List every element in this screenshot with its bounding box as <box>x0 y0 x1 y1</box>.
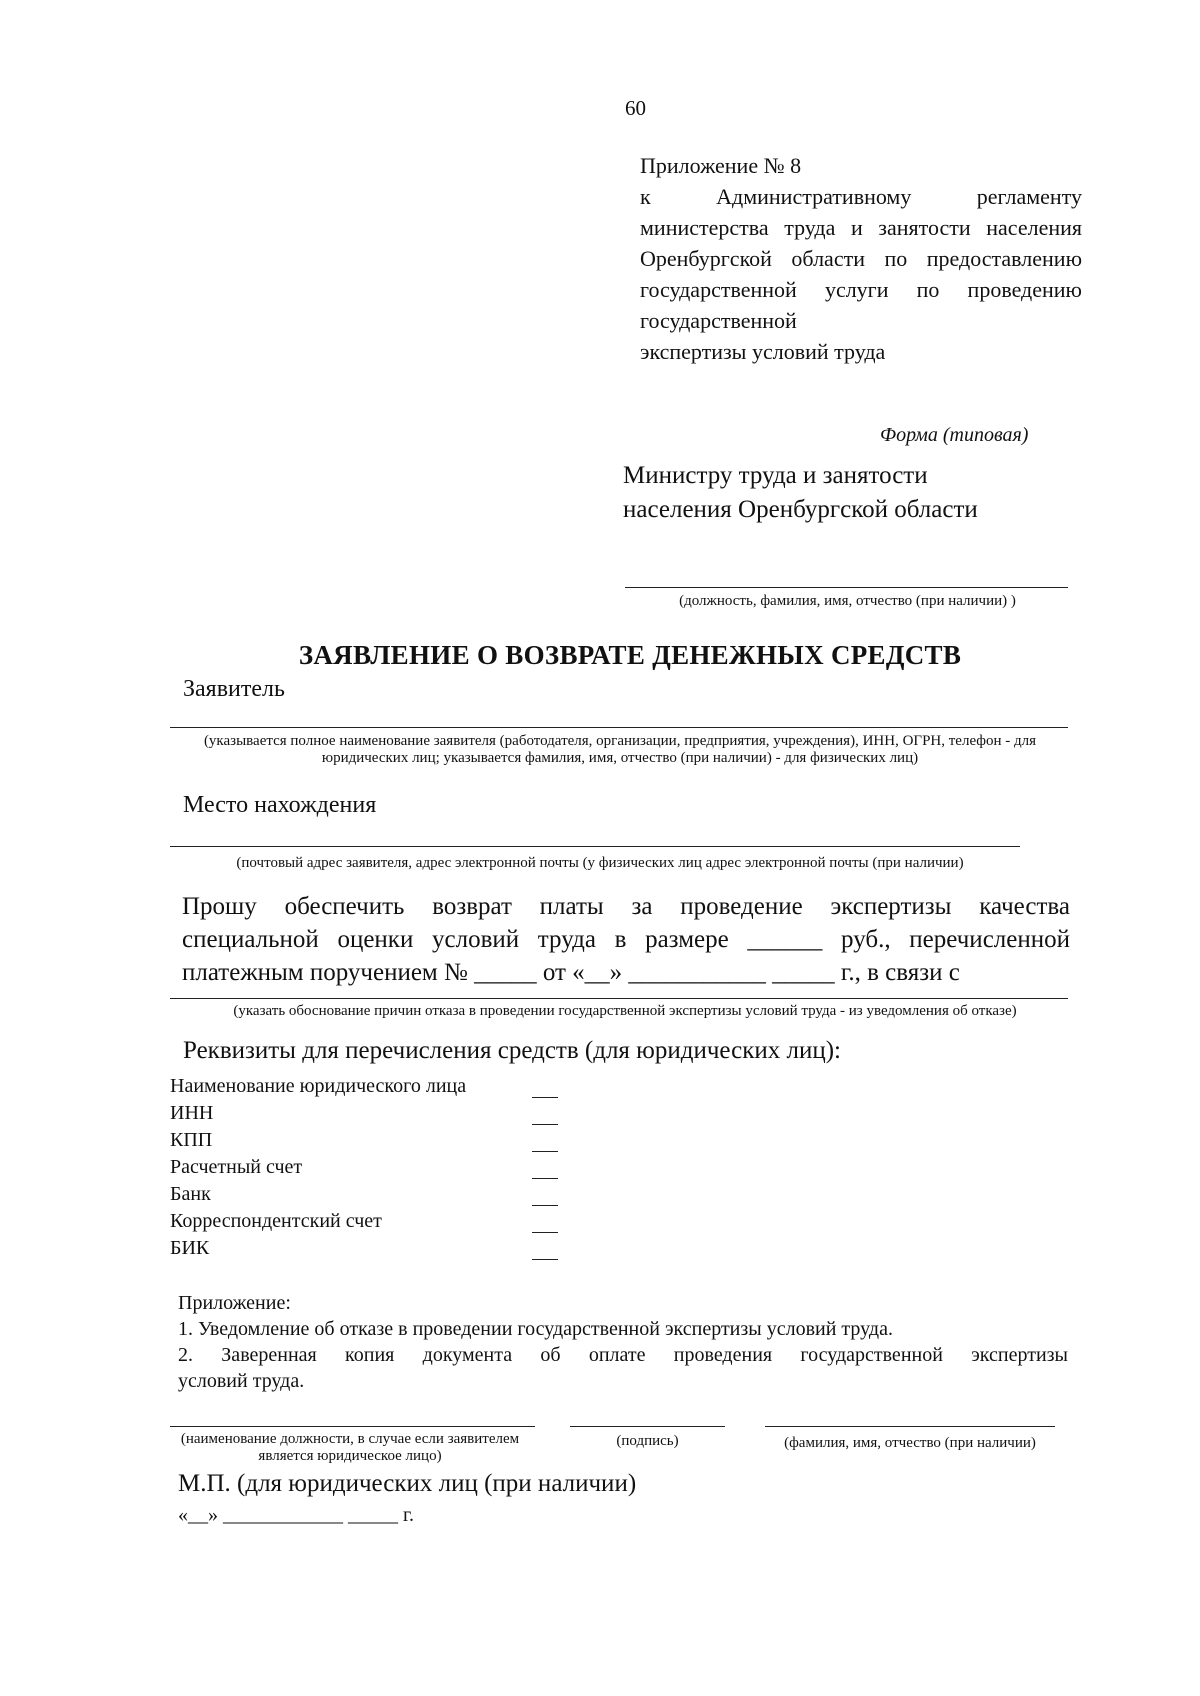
recipient-line-2: населения Оренбургской области <box>623 496 978 523</box>
requisites-list <box>170 1073 466 1262</box>
attachments <box>178 1290 1068 1394</box>
reason-caption: (указать обоснование причин отказа в проведении государственной экспертизы условий труда - из уведомления об отказе) <box>233 1003 1017 1019</box>
requisite-bik: БИК <box>170 1237 210 1259</box>
requisite-field-legal-name[interactable] <box>532 1097 558 1098</box>
request-line-2: специальной оценки условий труда в размере ______ руб., перечисленной <box>182 926 1070 953</box>
requisite-field-corr-account[interactable] <box>532 1232 558 1233</box>
recipient-line-1: Министру труда и занятости <box>623 462 928 489</box>
recipient <box>623 459 978 527</box>
date-line[interactable]: «__» ____________ _____ г. <box>178 1504 414 1526</box>
applicant-fill-line[interactable] <box>170 727 1068 728</box>
location-fill-line[interactable] <box>170 846 1020 847</box>
requisite-field-account[interactable] <box>532 1178 558 1179</box>
attachment-2: 2. Заверенная копия документа об оплате проведения государственной экспертизы <box>178 1344 1068 1366</box>
reason-fill-line[interactable] <box>170 998 1068 999</box>
attachments-heading: Приложение: <box>178 1292 291 1314</box>
location-caption: (почтовый адрес заявителя, адрес электронной почты (у физических лиц адрес электронной почты (при наличии) <box>236 855 964 871</box>
request-line-3: платежным поручением № _____ от «__» ___________ _____ г., в связи с <box>182 959 960 986</box>
location-label: Место нахождения <box>183 792 377 818</box>
requisite-kpp: КПП <box>170 1129 213 1151</box>
requisite-field-kpp[interactable] <box>532 1151 558 1152</box>
position-fill-line[interactable] <box>170 1426 535 1427</box>
signature-caption: (подпись) <box>616 1433 679 1449</box>
requisite-field-bank[interactable] <box>532 1205 558 1206</box>
annex-block <box>640 150 1082 367</box>
request-paragraph <box>182 890 1070 989</box>
requisite-legal-name: Наименование юридического лица <box>170 1075 467 1097</box>
annex-title: Приложение № 8 <box>640 153 802 178</box>
position-caption: (наименование должности, в случае если заявителем является юридическое лицо) <box>180 1431 520 1464</box>
requisite-field-bik[interactable] <box>532 1259 558 1260</box>
annex-body: к Административному регламенту министерства труда и занятости населения Оренбургской области по предоставлению государственной услуги по проведению государственной <box>640 184 1082 333</box>
annex-body-last: экспертизы условий труда <box>640 339 886 364</box>
name-fill-line[interactable] <box>765 1426 1055 1427</box>
recipient-fill-line[interactable] <box>625 587 1068 588</box>
requisite-field-inn[interactable] <box>532 1124 558 1125</box>
stamp-note: М.П. (для юридических лиц (при наличии) <box>178 1470 637 1497</box>
page-number: 60 <box>625 96 646 120</box>
name-caption: (фамилия, имя, отчество (при наличии) <box>784 1435 1036 1451</box>
form-type: Форма (типовая) <box>880 424 1029 446</box>
signature-fill-line[interactable] <box>570 1426 725 1427</box>
recipient-caption: (должность, фамилия, имя, отчество (при наличии) ) <box>679 593 1016 609</box>
requisite-corr-account: Корреспондентский счет <box>170 1210 382 1232</box>
requisite-account: Расчетный счет <box>170 1156 303 1178</box>
requisite-bank: Банк <box>170 1183 211 1205</box>
requisite-inn: ИНН <box>170 1102 214 1124</box>
applicant-caption: (указывается полное наименование заявителя (работодателя, организации, предприятия, учреждения), ИНН, ОГРН, телефон - для юридических лиц; указывается фамилия, имя, отчество (при наличии) - для физических лиц) <box>203 733 1037 766</box>
applicant-label: Заявитель <box>183 676 285 702</box>
attachment-2-cont: условий труда. <box>178 1370 305 1392</box>
document-title: ЗАЯВЛЕНИЕ О ВОЗВРАТЕ ДЕНЕЖНЫХ СРЕДСТВ <box>298 640 962 670</box>
request-line-1: Прошу обеспечить возврат платы за проведение экспертизы качества <box>182 893 1070 920</box>
requisites-heading: Реквизиты для перечисления средств (для юридических лиц): <box>183 1037 841 1064</box>
attachment-1: 1. Уведомление об отказе в проведении государственной экспертизы условий труда. <box>178 1318 893 1340</box>
